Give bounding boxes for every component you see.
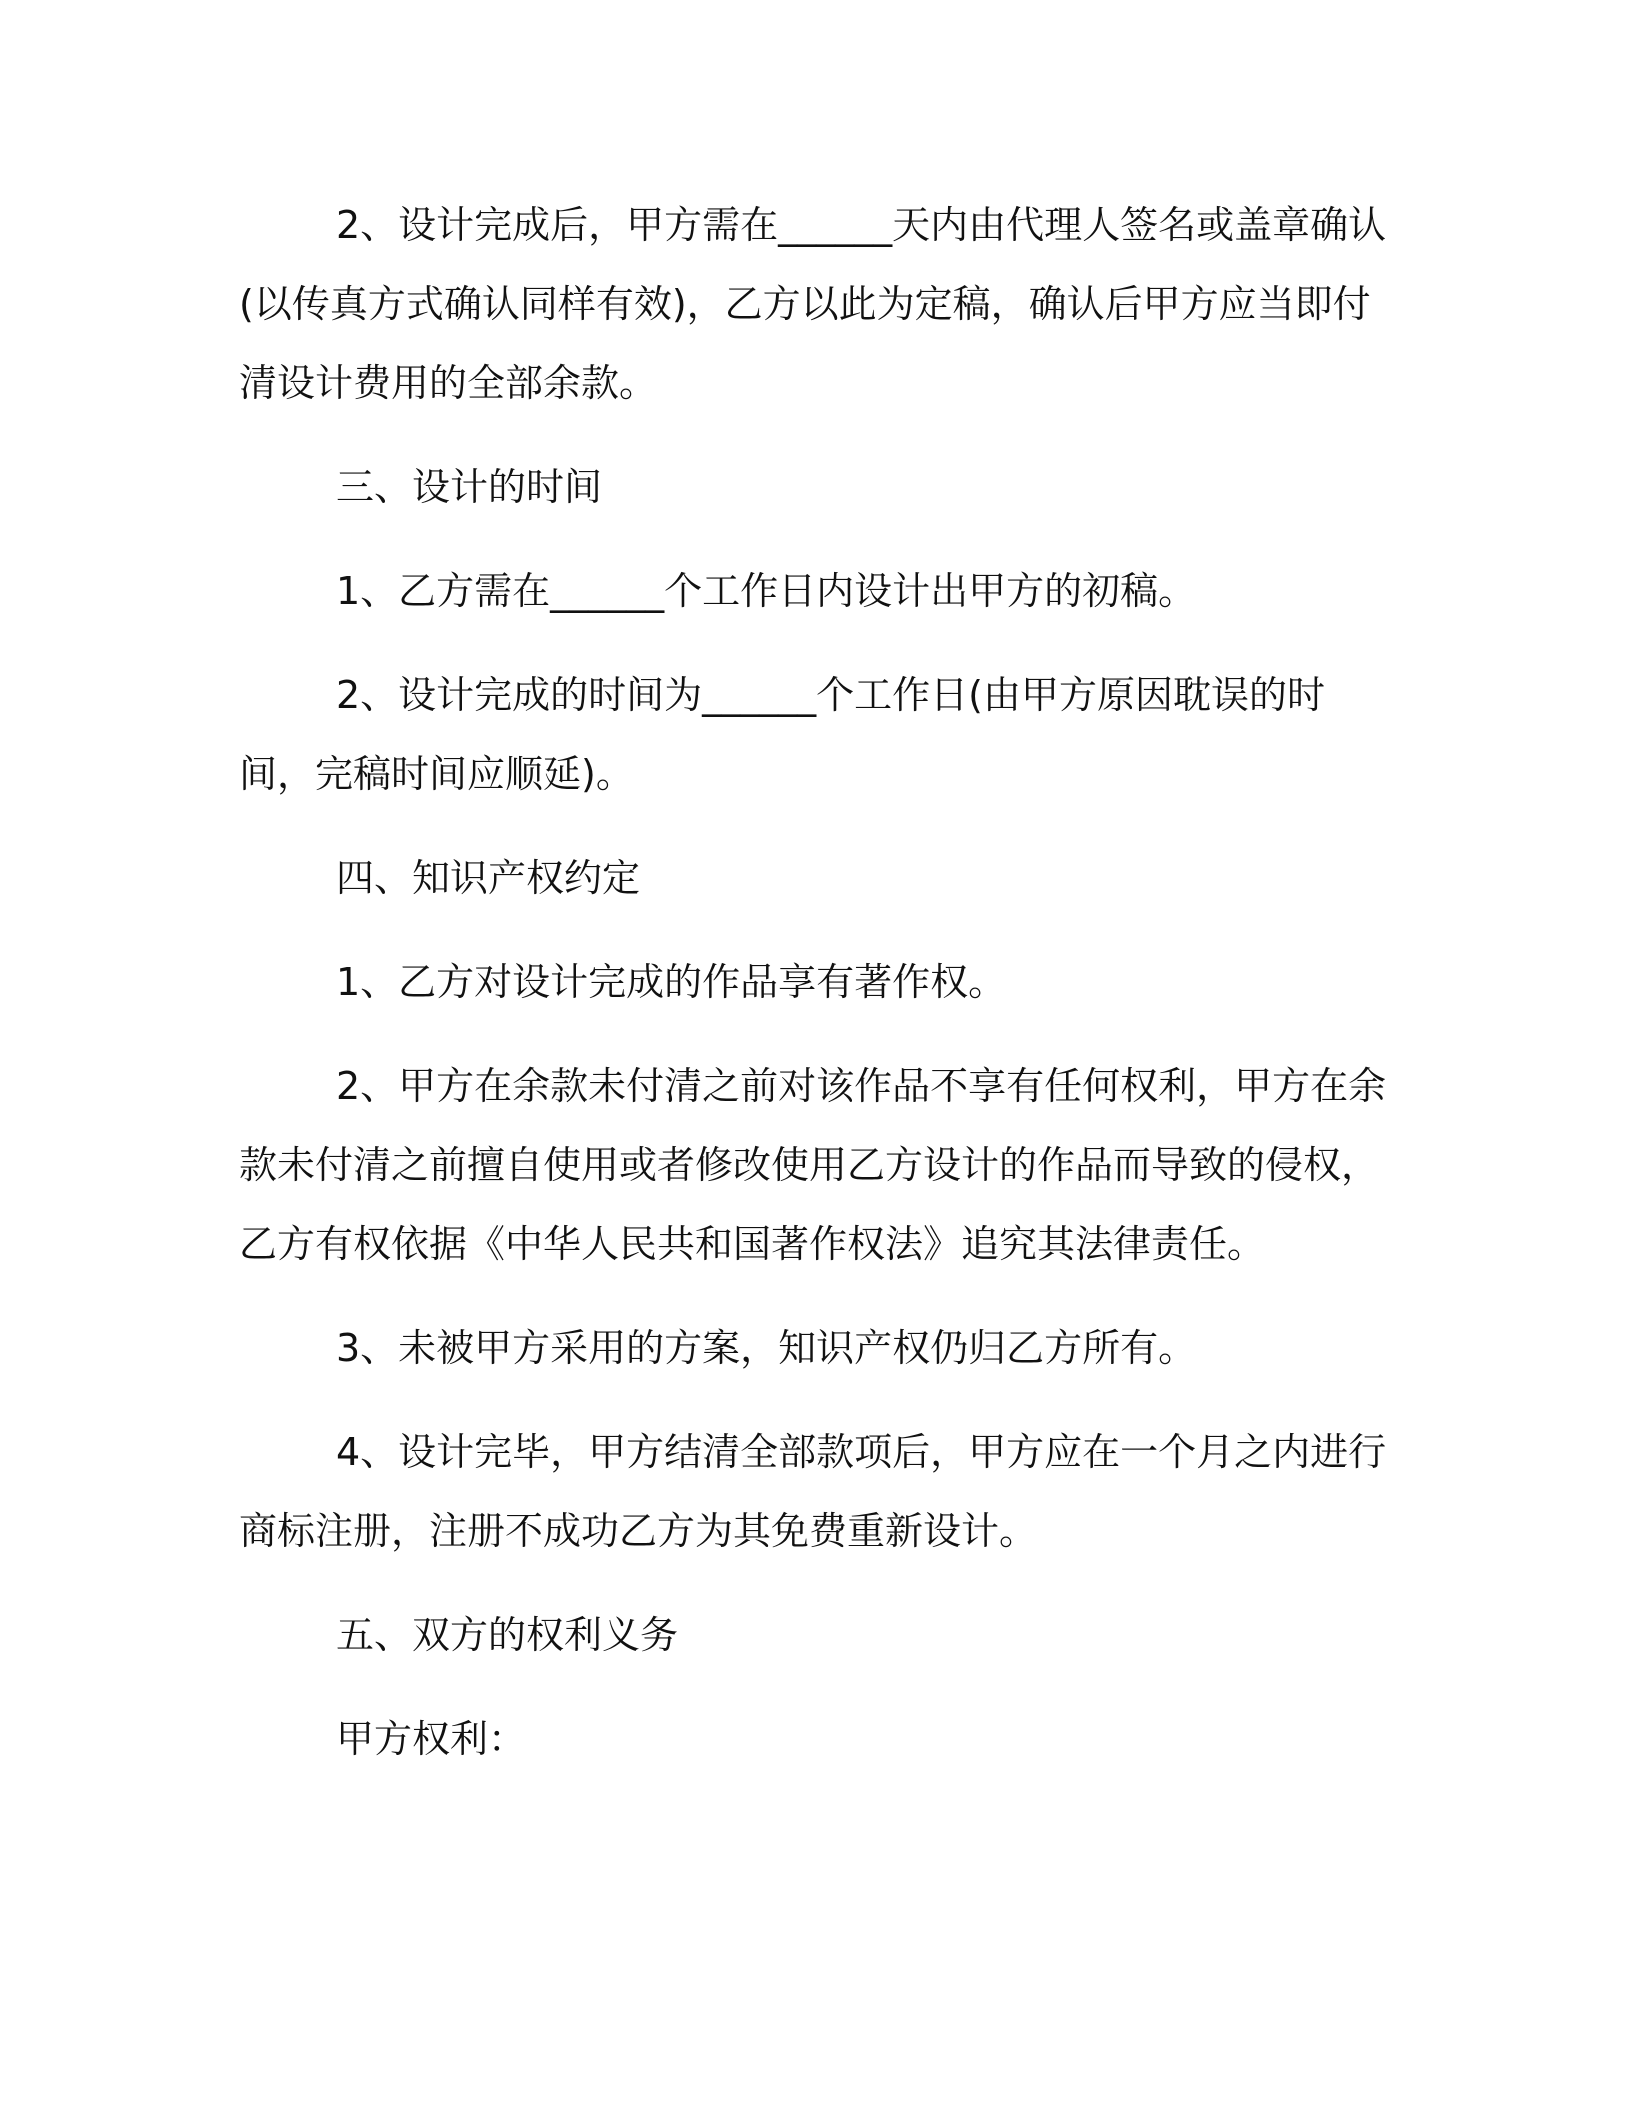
section-3-heading: 三、设计的时间 bbox=[336, 465, 603, 509]
clause-2-confirmation: 2、设计完成后，甲方需在______天内由代理人签名或盖章确认(以传真方式确认同样有效)，乙方以此为定稿，确认后甲方应当即付清设计费用的全部余款。 bbox=[239, 203, 1387, 405]
clause-4-4-trademark-registration: 4、设计完毕，甲方结清全部款项后，甲方应在一个月之内进行商标注册，注册不成功乙方为其免费重新设计。 bbox=[239, 1430, 1387, 1553]
clause-4-2-rights-before-payment: 2、甲方在余款未付清之前对该作品不享有任何权利，甲方在余款未付清之前擅自使用或者修改使用乙方设计的作品而导致的侵权，乙方有权依据《中华人民共和国著作权法》追究其法律责任。 bbox=[239, 1064, 1387, 1266]
document-body bbox=[239, 186, 1389, 1779]
party-a-rights-heading: 甲方权利： bbox=[336, 1717, 527, 1761]
section-5-heading: 五、双方的权利义务 bbox=[336, 1613, 679, 1657]
clause-4-3-unused-proposals: 3、未被甲方采用的方案，知识产权仍归乙方所有。 bbox=[336, 1326, 1197, 1370]
section-4-heading: 四、知识产权约定 bbox=[336, 856, 641, 900]
clause-3-1-draft-deadline: 1、乙方需在______个工作日内设计出甲方的初稿。 bbox=[336, 569, 1197, 613]
clause-3-2-completion-time: 2、设计完成的时间为______个工作日(由甲方原因耽误的时间，完稿时间应顺延)。 bbox=[239, 673, 1326, 796]
clause-4-1-copyright: 1、乙方对设计完成的作品享有著作权。 bbox=[336, 960, 1007, 1004]
